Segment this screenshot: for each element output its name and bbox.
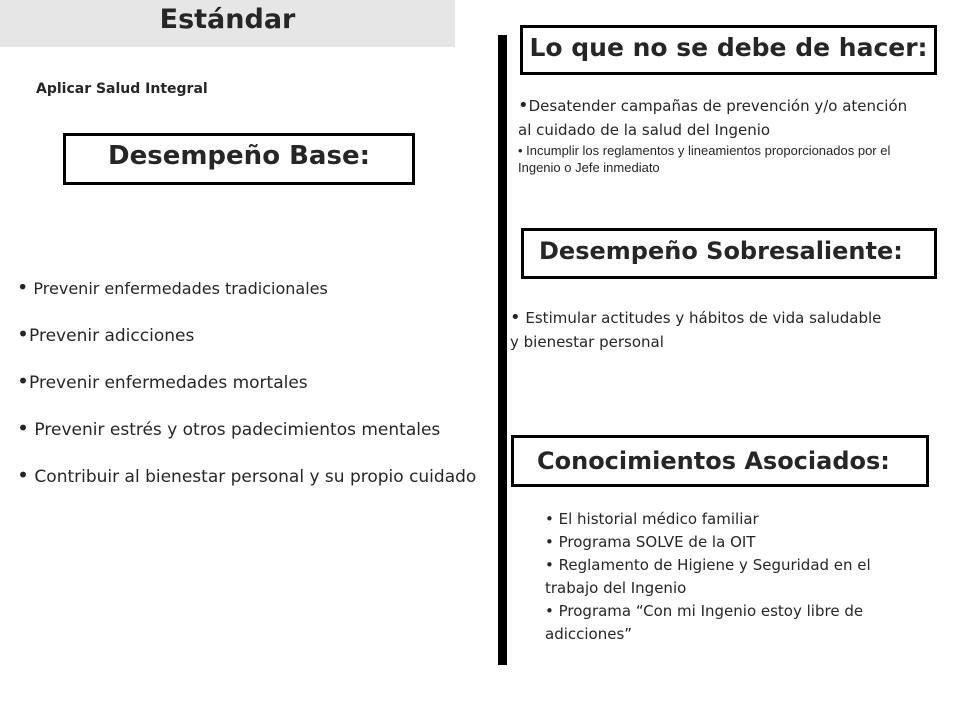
base-list: [17, 275, 487, 490]
outstanding-list: [510, 306, 890, 354]
vertical-divider: [498, 35, 507, 665]
outstanding-heading: Desempeño Sobresaliente:: [539, 237, 903, 265]
base-heading: Desempeño Base:: [108, 141, 370, 171]
list-item: • Prevenir enfermedades tradicionales: [17, 276, 328, 299]
dont-heading: Lo que no se debe de hacer:: [529, 33, 928, 62]
list-item: •Prevenir enfermedades mortales: [17, 369, 308, 393]
list-item: • Estimular actitudes y hábitos de vida saludable y bienestar personal: [510, 307, 882, 351]
list-item: • Programa SOLVE de la OIT: [545, 533, 756, 551]
page-title: Estándar: [159, 4, 296, 35]
page-subtitle: Aplicar Salud Integral: [36, 81, 208, 97]
list-item: • Programa “Con mi Ingenio estoy libre de adicciones”: [545, 602, 864, 643]
list-item: • El historial médico familiar: [545, 510, 759, 528]
list-item: •Desatender campañas de prevención y/o atención al cuidado de la salud del Ingenio: [518, 95, 908, 139]
knowledge-heading: Conocimientos Asociados:: [537, 447, 890, 475]
list-item: • Contribuir al bienestar personal y su propio cuidado: [17, 463, 477, 487]
list-item: •Prevenir adicciones: [17, 322, 195, 346]
list-item: • Reglamento de Higiene y Seguridad en el trabajo del Ingenio: [545, 556, 871, 597]
list-item: • Prevenir estrés y otros padecimientos mentales: [17, 416, 441, 440]
knowledge-list: [545, 508, 905, 646]
list-item: • Incumplir los reglamentos y lineamientos proporcionados por el Ingenio o Jefe inmediato: [518, 143, 891, 175]
dont-list: [518, 94, 918, 176]
